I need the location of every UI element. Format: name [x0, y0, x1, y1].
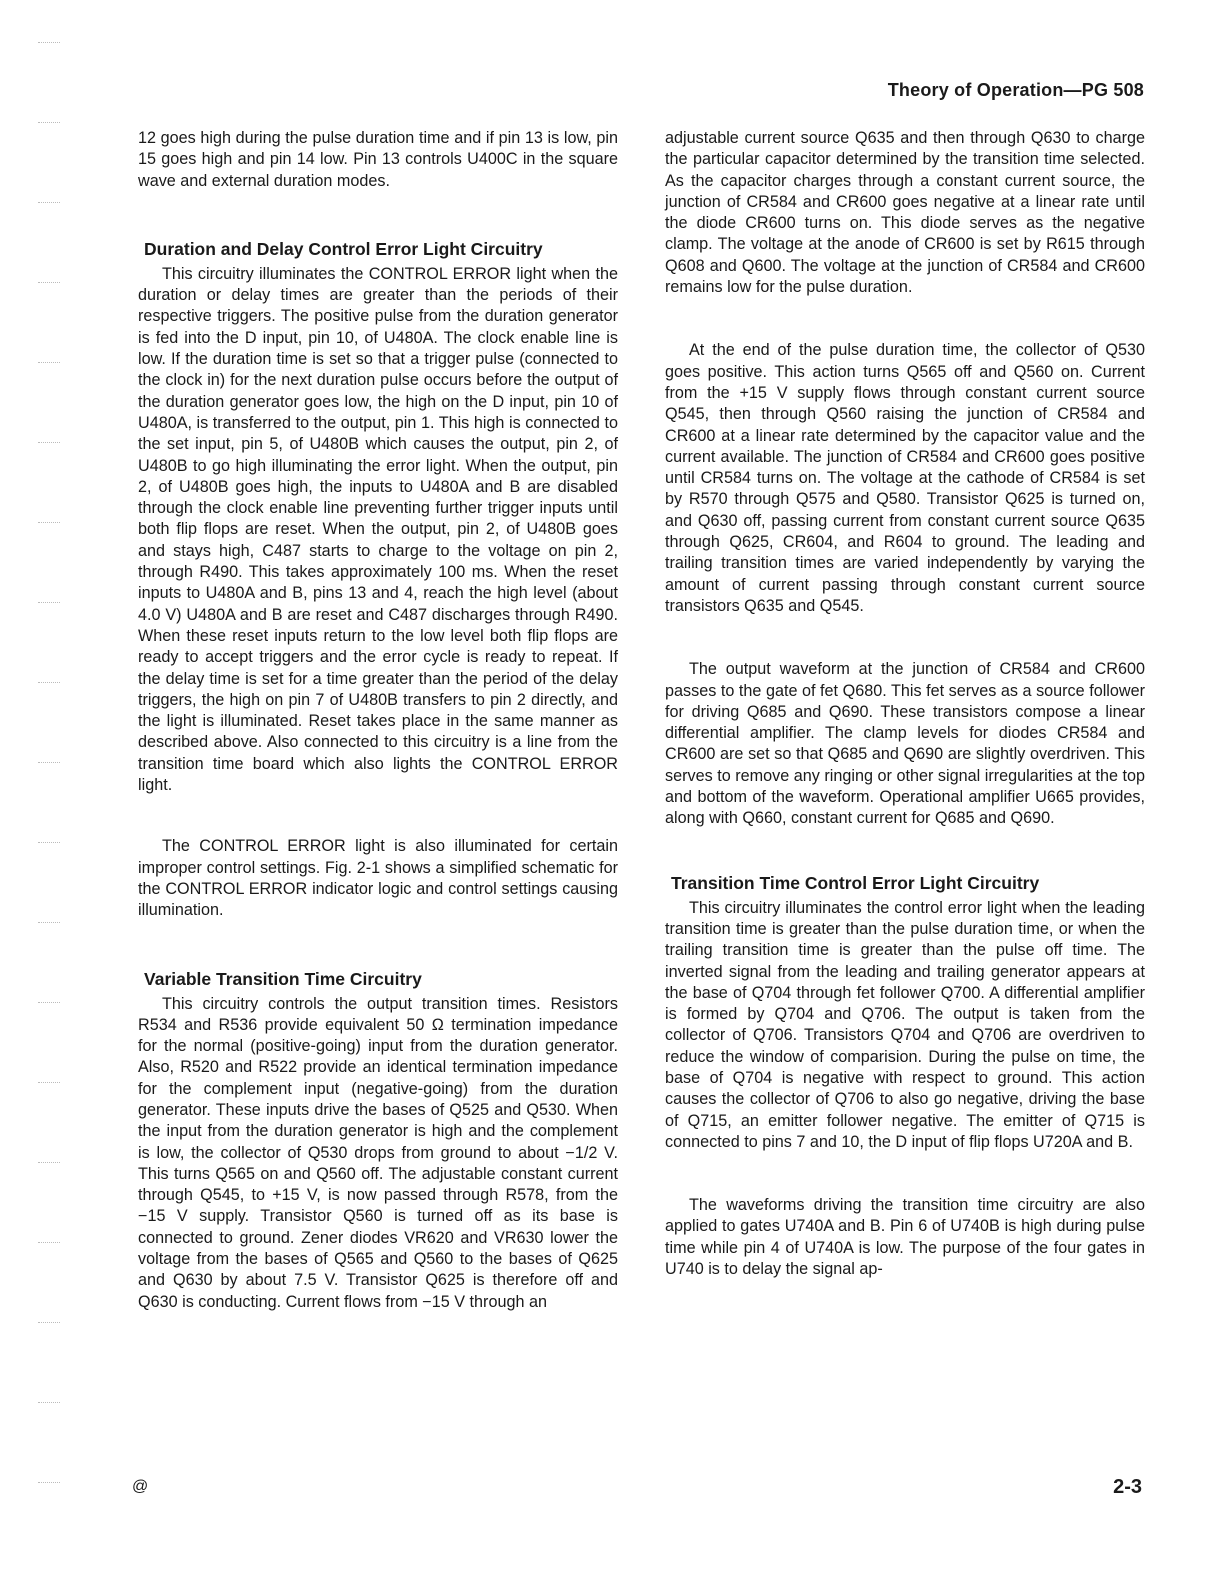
heading-duration-delay: Duration and Delay Control Error Light Circuitry — [144, 238, 543, 259]
transition-paragraph: This circuitry illuminates the control error light when the leading transition time is greater than the pulse duration time, or when the trailing transition time is greater than the pulse off time. The inverted signal from the leading and trailing generator appears at the base of Q704 through fet follower Q700. A differential amplifier is formed by Q704 and Q706. The output is taken from the collector of Q706. Transistors Q704 and Q706 are overdriven to reduce the window of comparision. During the pulse on time, the base of Q704 is negative with respect to ground. This action causes the collector of Q706 to also go negative, driving the base of Q715, an emitter follower negative. The emitter of Q715 is connected to pins 7 and 10, the D input of flip flops U720A and B. — [665, 898, 1145, 1151]
page-number: 2-3 — [1113, 1476, 1142, 1498]
end-of-pulse-paragraph: At the end of the pulse duration time, the collector of Q530 goes positive. This action turns Q565 off and Q560 on. Current from the +15 V supply flows through constant current source Q545, then through Q560 raising the junction of CR584 and CR600 at a linear rate determined by the capacitor value and the current available. The junction of CR584 and CR600 goes positive until CR584 turns on. The voltage at the cathode of CR584 is set by R570 through Q575 and Q580. Transistor Q625 is turned on, and Q630 off, passing current from constant current source Q635 through Q625, CR604, and R604 to ground. The leading and trailing transition times are varied independently by varying the amount of current passing through constant current source transistors Q635 and Q545. — [665, 341, 1145, 615]
right-column — [665, 128, 1145, 1280]
left-column — [138, 128, 618, 1313]
scan-margin-marks — [38, 0, 68, 1584]
footer-symbol: @ — [132, 1478, 149, 1495]
duration-paragraph-1: This circuitry illuminates the CONTROL ERROR light when the duration or delay times are greater than the periods of their respective triggers. The positive pulse from the duration generator is fed into the D input, pin 10, of U480A. The clock enable line is low. If the duration time is set so that a trigger pulse (connected to the clock in) for the next duration pulse occurs before the output of the duration generator goes low, the high on the D input, pin 10 of U480A, is transferred to the output, pin 1. This high is connected to the set input, pin 5, of U480B which causes the output, pin 2, of U480B to go high illuminating the error light. When the output, pin 2, of U480B goes high, the inputs to U480A and B are disabled through the clock enable line preventing further trigger inputs until both flip flops are reset. When the output, pin 2, of U480B goes and stays high, C487 starts to charge to the voltage on pin 2, through R490. This takes approximately 100 ms. When the reset inputs to U480A and B, pins 13 and 4, reach the high level (about 4.0 V) U480A and B are reset and C487 discharges through R490. When these reset inputs return to the low level both flip flops are ready to accept triggers and the error cycle is ready to repeat. If the delay time is set for a time greater than the period of the delay triggers, the high on pin 7 of U480B transfers to pin 2 directly, and the light is illuminated. Reset takes place in the same manner as described above. Also connected to this circuitry is a line from the transition time board which also lights the CONTROL ERROR light. — [138, 264, 618, 795]
heading-transition-control-error: Transition Time Control Error Light Circuitry — [671, 872, 1040, 893]
output-waveform-paragraph: The output waveform at the junction of CR584 and CR600 passes to the gate of fet Q680. This fet serves as a source follower for driving Q685 and Q690. These transistors compose a linear differential amplifier. The clamp levels for diodes CR584 and CR600 are set so that Q685 and Q690 are slightly overdriven. This serves to remove any ringing or other signal irregularities at the top and bottom of the waveform. Operational amplifier U665 provides, along with Q660, constant current for Q685 and Q690. — [665, 660, 1145, 828]
heading-variable-transition: Variable Transition Time Circuitry — [144, 968, 422, 989]
waveforms-paragraph: The waveforms driving the transition time circuitry are also applied to gates U740A and B. Pin 6 of U740B is high during pulse time while pin 4 of U740A is low. The purpose of the four gates in U740 is to delay the signal ap- — [665, 1196, 1145, 1279]
intro-paragraph: 12 goes high during the pulse duration time and if pin 13 is low, pin 15 goes high and pin 14 low. Pin 13 controls U400C in the square wave and external duration modes. — [138, 129, 618, 190]
running-header: Theory of Operation—PG 508 — [887, 80, 1144, 100]
variable-paragraph: This circuitry controls the output transition times. Resistors R534 and R536 provide equivalent 50 Ω termination impedance for the normal (positive-going) input from the duration generator. Also, R520 and R522 provide an identical termination impedance for the complement input (negative-going) from the duration generator. These inputs drive the bases of Q525 and Q530. When the input from the duration generator is high and the complement is low, the collector of Q530 drops from ground to about −1/2 V. This turns Q565 on and Q560 off. The adjustable constant current through Q545, to +15 V, is now passed through R578, from the −15 V supply. Transistor Q560 is turned off as its base is connected to ground. Zener diodes VR620 and VR630 lower the voltage from the bases of Q565 and Q560 to the bases of Q625 and Q630 by about 7.5 V. Transistor Q625 is therefore off and Q630 is conducting. Current flows from −15 V through an — [138, 994, 618, 1311]
continued-paragraph: adjustable current source Q635 and then through Q630 to charge the particular capacitor determined by the transition time selected. As the capacitor charges through a constant current source, the junction of CR584 and CR600 goes negative at a linear rate until the diode CR600 turns on. This diode serves as the negative clamp. The voltage at the anode of CR600 is set by R615 through Q608 and Q600. The voltage at the junction of CR584 and CR600 remains low for the pulse duration. — [665, 129, 1145, 297]
duration-paragraph-2: The CONTROL ERROR light is also illuminated for certain improper control settings. Fig. 2-1 shows a simplified schematic for the CONTROL ERROR indicator logic and control settings causing illumination. — [138, 837, 618, 920]
